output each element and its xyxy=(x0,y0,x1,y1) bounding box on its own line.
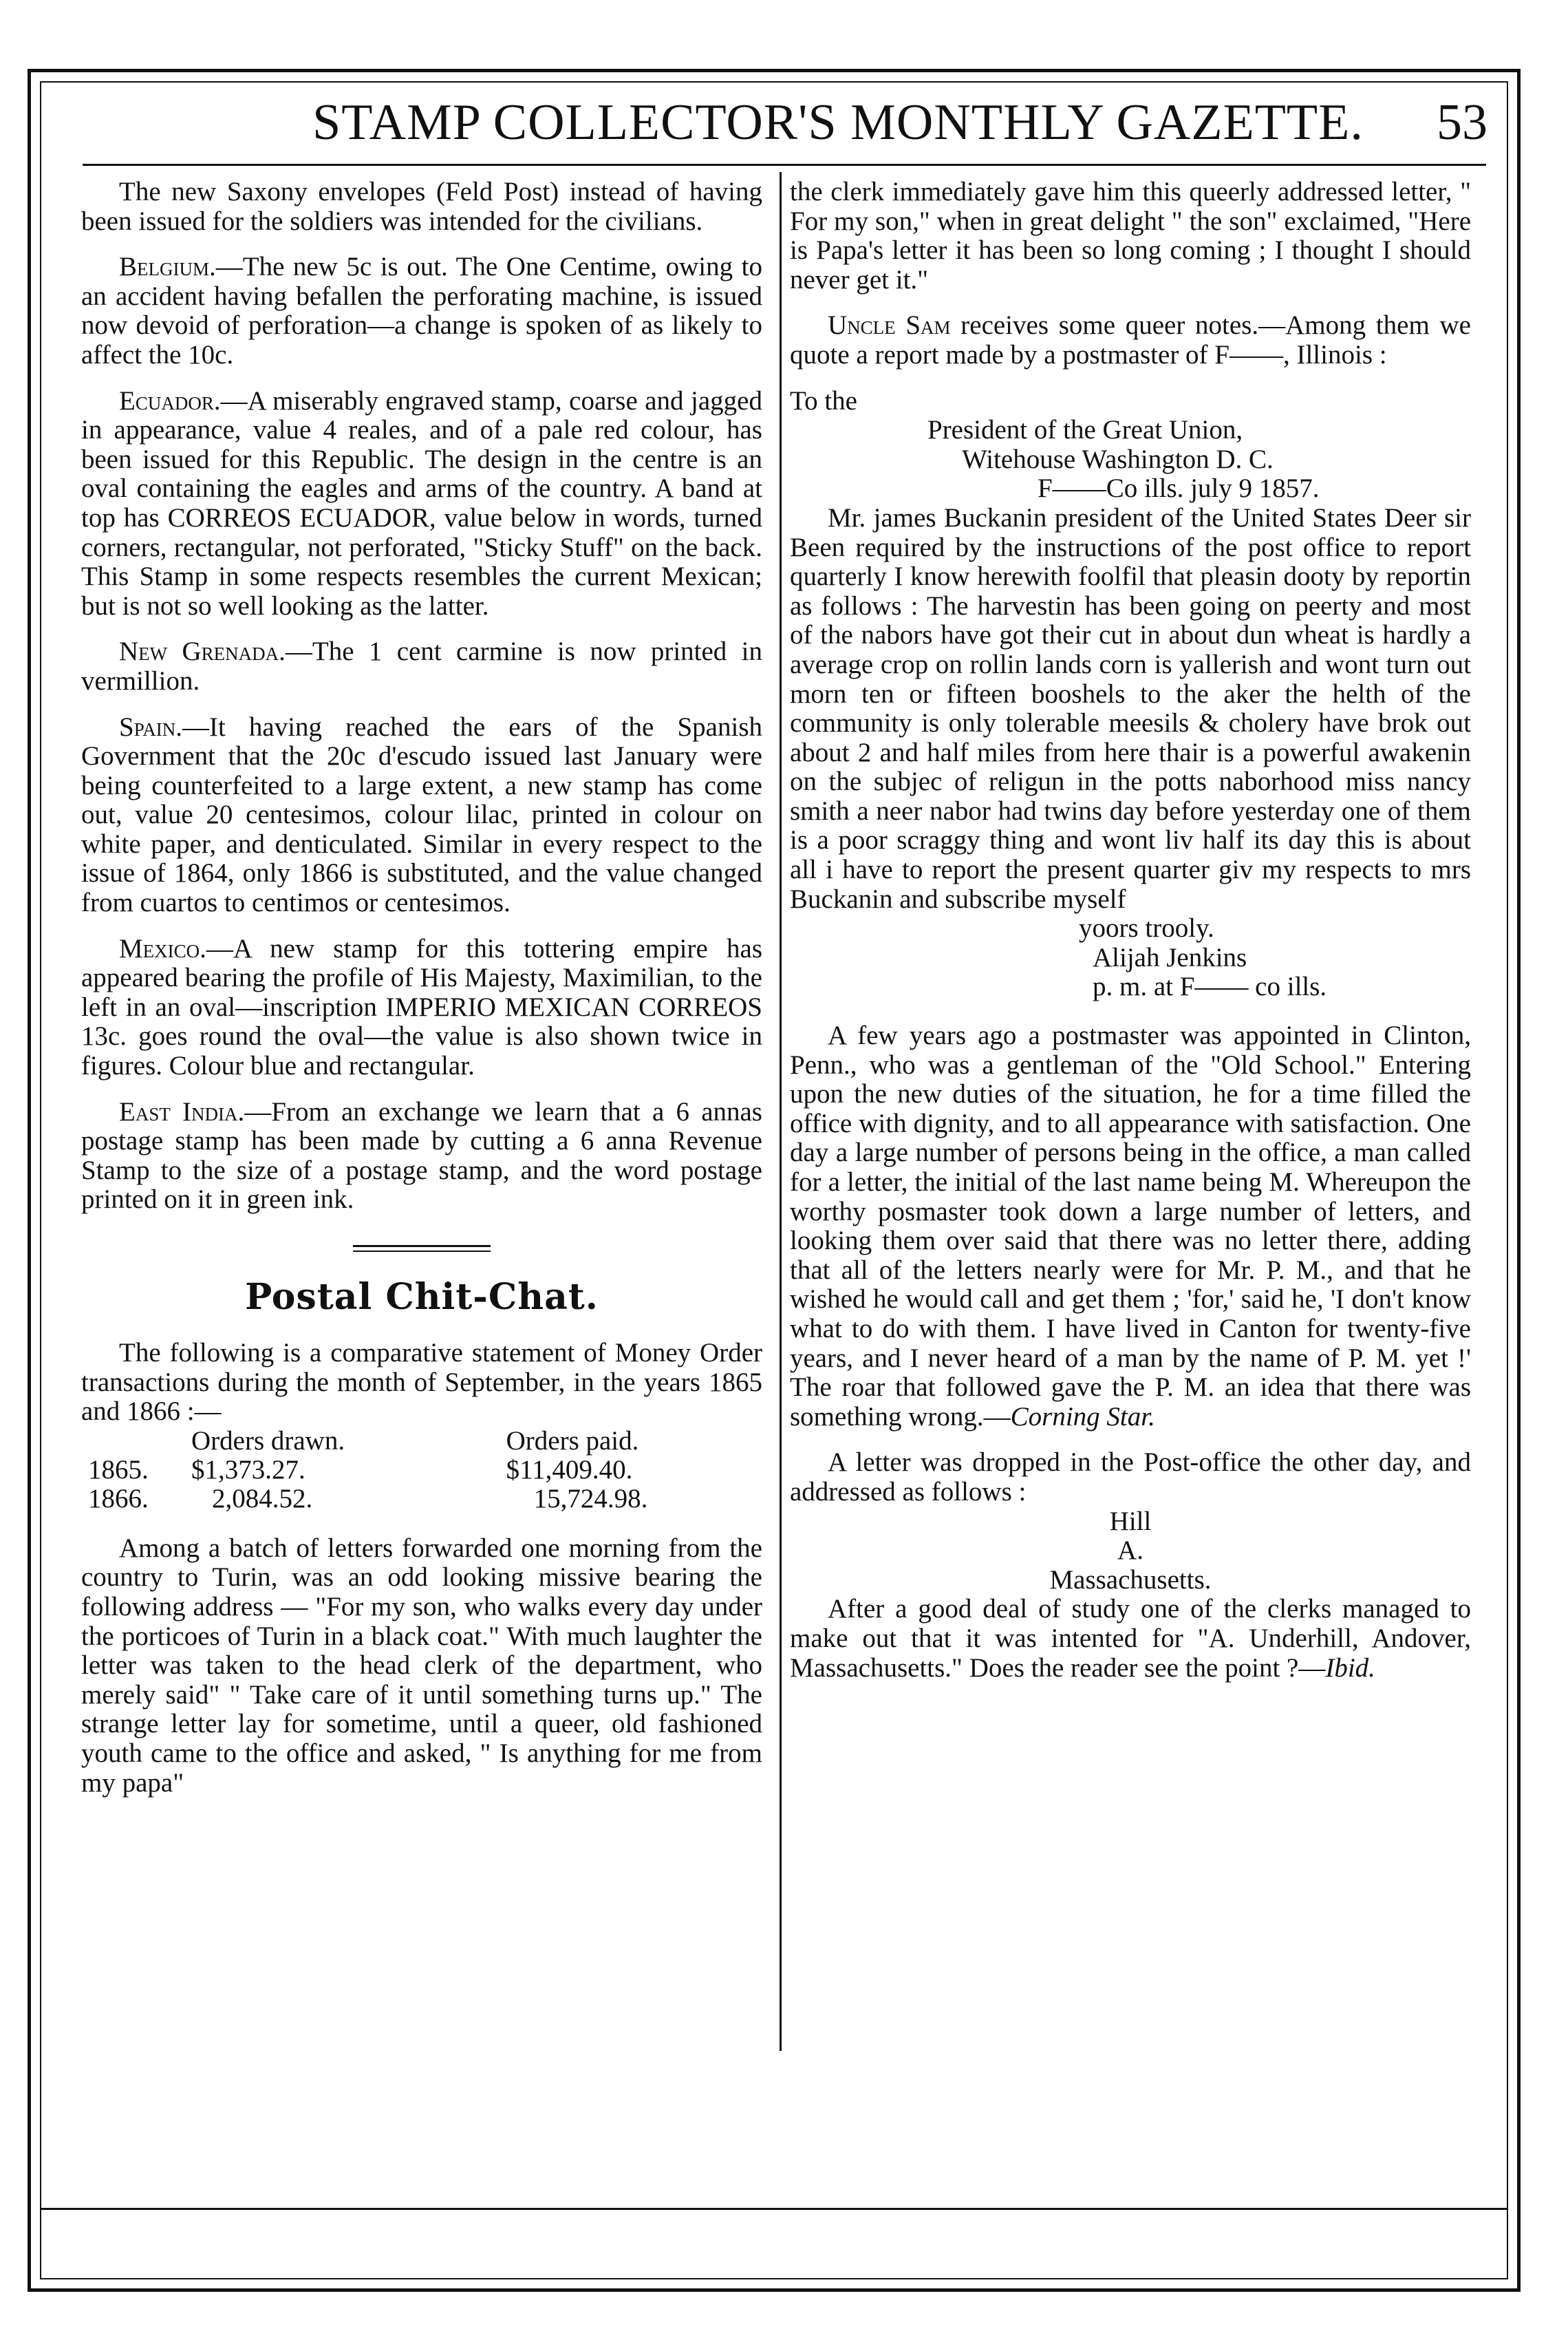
ecuador-paragraph xyxy=(81,387,762,621)
turin-continued: the clerk immediately gave him this queerly addressed letter, " For my son," when in great delight " the son" exclaimed, "Here is Papa's letter it has been so long coming ; I thought I should never get it." xyxy=(790,177,1471,295)
uncle-sam-text: receives some queer notes.—Among them we quote a report made by a postmaster of F——, Illinois : xyxy=(790,310,1471,370)
hill-address-line: Massachusetts. xyxy=(1049,1564,1212,1595)
clinton-source: Corning Star. xyxy=(1010,1401,1155,1432)
mexico-heading: Mexico. xyxy=(119,933,206,964)
page-number: 53 xyxy=(1437,94,1488,151)
table-header-row xyxy=(81,1427,742,1456)
section-title: Postal Chit-Chat. xyxy=(245,1276,599,1318)
east-india-paragraph xyxy=(81,1098,762,1215)
spain-paragraph xyxy=(81,713,762,918)
orders-paid-header: Orders paid. xyxy=(506,1425,639,1456)
hill-address-line: A. xyxy=(1117,1535,1143,1566)
table-row xyxy=(81,1485,742,1513)
belgium-paragraph xyxy=(81,253,762,370)
hill-text: After a good deal of study one of the clerks managed to make out that it was intented for "A. Underhill, Andover, Massachusetts." Does the reader see the point ?— xyxy=(790,1594,1471,1683)
orders-drawn-header: Orders drawn. xyxy=(191,1425,345,1456)
uncle-sam-paragraph xyxy=(790,311,1471,370)
letter-signature-line: yoors trooly. xyxy=(1079,913,1214,944)
letter-signature-line: p. m. at F—— co ills. xyxy=(1093,972,1327,1002)
page-header xyxy=(41,84,1507,161)
drawn-cell: $1,373.27. xyxy=(191,1454,305,1485)
letter-address-line: Witehouse Washington D. C. xyxy=(962,444,1274,474)
paid-cell: $11,409.40. xyxy=(506,1454,633,1485)
year-cell: 1866. xyxy=(88,1483,149,1513)
spain-heading: Spain. xyxy=(119,712,182,742)
letter-date-line: F——Co ills. july 9 1857. xyxy=(1038,474,1320,504)
belgium-heading: Belgium. xyxy=(119,252,216,282)
spain-text: —It having reached the ears of the Spanish Government that the 20c d'escudo issued last January were being counterfeited to a large extent, a new stamp has come out, value 20 centesimos, colour lilac, printed in colour on white paper, and denticulated. Similar in every respect to the issue of 1864, only 1866 is substituted, and the value changed from cuartos to centimos or centesimos. xyxy=(81,712,762,918)
year-cell: 1865. xyxy=(88,1454,149,1485)
belgium-text: —The new 5c is out. The One Centime, owing to an accident having befallen the perforating machine, is issued now devoid of perforation—a change is spoken of as likely to affect the 10c. xyxy=(81,252,762,370)
grenada-text: —The 1 cent carmine is now printed in vermillion. xyxy=(81,637,762,696)
saxony-paragraph: The new Saxony envelopes (Feld Post) instead of having been issued for the soldiers was intended for the civilians. xyxy=(81,177,762,236)
hill-source: Ibid. xyxy=(1325,1652,1375,1683)
turin-paragraph: Among a batch of letters forwarded one morning from the country to Turin, was an odd looking missive bearing the following address — "For my son, who walks every day under the porticoes of Turin in a black coat." With much laughter the letter was taken to the head clerk of the department, who merely said" " Take care of it until something turns up." The strange letter lay for sometime, until a queer, old fashioned youth came to the office and asked, " Is anything for me from my papa" xyxy=(81,1533,762,1798)
letter-salutation: To the xyxy=(790,385,857,416)
section-divider xyxy=(353,1245,491,1252)
money-order-table xyxy=(81,1427,742,1513)
money-order-intro: The following is a comparative statement of Money Order transactions during the month of September, in the years 1865 and 1866 :— xyxy=(81,1338,762,1427)
letter-body: Mr. james Buckanin president of the United States Deer sir Been required by the instructions of the post office to report quarterly I know herewith foolfil that pleasin dooty by reportin as follows : The harvestin has been going on peerty and most of the nabors have got their cut in about dun wheat is hardly a average crop on rollin lands corn is yallerish and wont turn out morn ten or fifteen booshels to the aker the helth of the community is only tolerable meesils & cholery have brok out about 2 and half miles from here thair is a powerful awakenin on the subjec of religun in the potts naborhood miss nancy smith a neer nabor had twins day before yesterday one of them is a poor scraggy thing and wont liv half its day this is about all i have to report the present quarter giv my respects to mrs Buckanin and subscribe myself xyxy=(790,502,1471,914)
east-india-heading: East India. xyxy=(119,1096,245,1127)
table-row xyxy=(81,1456,742,1485)
left-column xyxy=(81,178,762,1814)
letter-address-line: President of the Great Union, xyxy=(927,415,1243,445)
hill-intro: A letter was dropped in the Post-office the other day, and addressed as follows : xyxy=(790,1447,1471,1507)
letter-signature-line: Alijah Jenkins xyxy=(1093,942,1247,972)
mexico-paragraph xyxy=(81,935,762,1081)
mexico-text: —A new stamp for this tottering empire has appeared bearing the profile of His Majesty, Maximilian, to the left in an oval—inscription IMPERIO MEXICAN CORREOS 13c. goes round the oval—the value is also shown twice in figures. Colour blue and rectangular. xyxy=(81,933,762,1081)
clinton-text: A few years ago a postmaster was appointed in Clinton, Penn., who was a gentleman of the "Old School." Entering upon the new duties of the situation, he for a time filled the office with dignity, and to all appearance with satisfaction. One day a large number of persons being in the office, a man called for a letter, the initial of the last name being M. Whereupon the worthy posmaster took down a large number of letters, and looking them over said that there was no letter there, adding that all of the letters nearly were for Mr. P. M., and that he wished he would call and get them ; 'for,' said he, 'I don't know what to do with them. I have lived in Canton for twenty-five years, and I never heard of a man by the name of P. M. yet !' The roar that followed gave the P. M. an idea that there was something wrong.— xyxy=(790,1021,1471,1432)
ecuador-heading: Ecuador. xyxy=(119,385,221,416)
grenada-paragraph xyxy=(81,637,762,696)
hill-address-line: Hill xyxy=(1109,1506,1152,1536)
running-title: STAMP COLLECTOR'S MONTHLY GAZETTE. xyxy=(312,94,1364,151)
clinton-paragraph xyxy=(790,1021,1471,1432)
hill-paragraph xyxy=(790,1595,1471,1683)
bottom-rule xyxy=(41,2208,1507,2210)
column-rule xyxy=(780,172,782,2051)
uncle-sam-heading: Uncle Sam xyxy=(828,310,951,341)
header-rule xyxy=(83,164,1486,166)
east-india-text: —From an exchange we learn that a 6 annas postage stamp has been made by cutting a 6 anna Revenue Stamp to the size of a postage stamp, and the word postage printed on it in green ink. xyxy=(81,1096,762,1215)
ecuador-text: —A miserably engraved stamp, coarse and jagged in appearance, value 4 reales, and of a pale red colour, has been issued for this Republic. The design in the centre is an oval containing the eagles and arms of the country. A band at top has CORREOS ECUADOR, value below in words, turned corners, rectangular, not perforated, "Sticky Stuff" on the back. This Stamp in some respects resembles the current Mexican; but is not so well looking as the latter. xyxy=(81,385,762,621)
right-column xyxy=(790,178,1471,1699)
paid-cell: 15,724.98. xyxy=(533,1483,648,1513)
grenada-heading: New Grenada. xyxy=(119,637,286,667)
drawn-cell: 2,084.52. xyxy=(212,1483,313,1513)
